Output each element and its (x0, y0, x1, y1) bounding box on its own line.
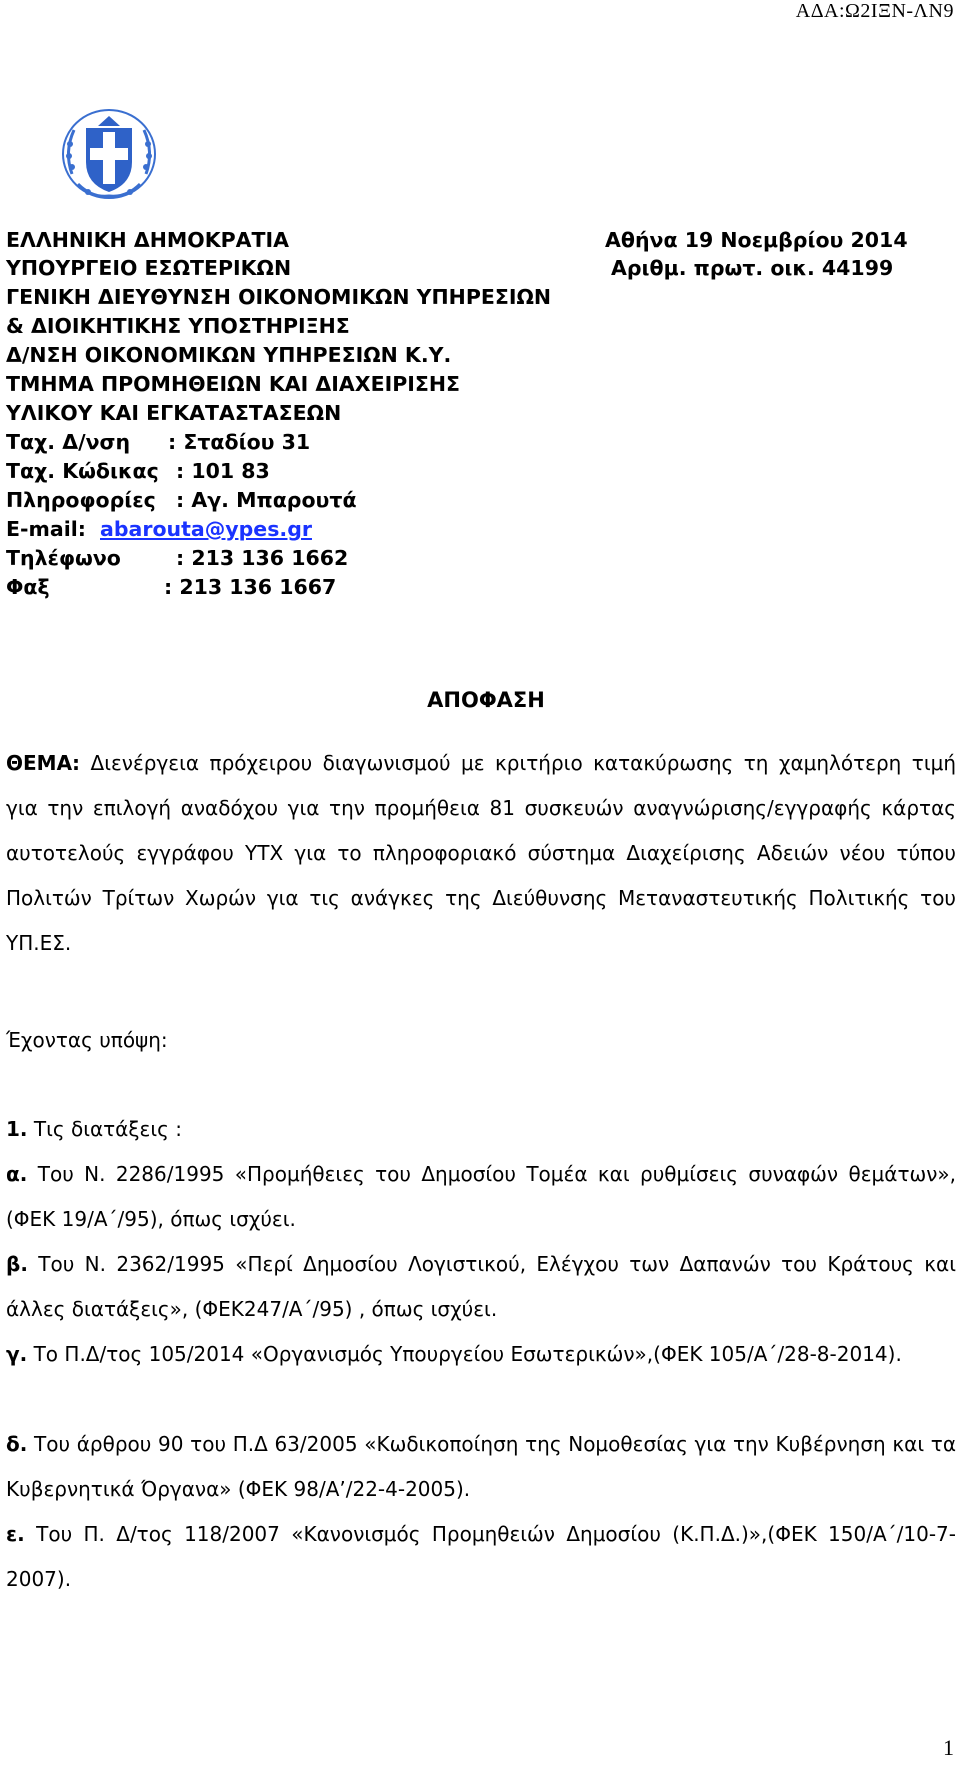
contact-address-label: Ταχ. Δ/νση (6, 430, 131, 454)
contact-info (6, 488, 357, 512)
contact-postcode (6, 459, 270, 483)
contact-info-value: : Αγ. Μπαρουτά (176, 488, 357, 512)
header-line-country: ΕΛΛΗΝΙΚΗ ΔΗΜΟΚΡΑΤΙΑ (6, 228, 289, 252)
section-1-number: 1. (6, 1117, 28, 1141)
item-beta-marker: β. (6, 1252, 28, 1276)
item-alpha-text: Του Ν. 2286/1995 «Προμήθειες του Δημοσίου Τομέα και ρυθμίσεις συναφών θεμάτων»,(ΦΕΚ 19/Α΄/95), όπως ισχύει. (6, 1162, 957, 1231)
item-gamma (6, 1332, 956, 1377)
header-line-general-directorate: ΓΕΝΙΚΗ ΔΙΕΥΘΥΝΣΗ ΟΙΚΟΝΟΜΙΚΩΝ ΥΠΗΡΕΣΙΩΝ (6, 285, 552, 309)
header-protocol-number: Αριθμ. πρωτ. οικ. 44199 (611, 256, 894, 280)
header-line-directorate: Δ/ΝΣΗ ΟΙΚΟΝΟΜΙΚΩΝ ΥΠΗΡΕΣΙΩΝ Κ.Υ. (6, 343, 452, 367)
contact-phone (6, 546, 348, 570)
item-delta-marker: δ. (6, 1432, 28, 1456)
contact-fax-value: : 213 136 1667 (164, 575, 337, 599)
document-title-text: ΑΠΟΦΑΣΗ (427, 688, 545, 712)
section-1-text: Τις διατάξεις : (33, 1117, 182, 1141)
item-gamma-marker: γ. (6, 1342, 28, 1366)
subject-text: Διενέργεια πρόχειρου διαγωνισμού με κριτήριο κατακύρωσης τη χαμηλότερη τιμή για την επιλογή αναδόχου για την προμήθεια 81 συσκευών αναγνώρισης/εγγραφής κάρτας αυτοτελούς εγγράφου ΥΤΧ για το πληροφοριακό σύστημα Διαχείρισης Αδειών νέου τύπου Πολιτών Τρίτων Χωρών για τις ανάγκες της Διεύθυνσης Μεταναστευτικής Πολιτικής του ΥΠ.ΕΣ. (6, 751, 957, 955)
item-gamma-text: Το Π.Δ/τος 105/2014 «Οργανισμός Υπουργείου Εσωτερικών»,(ΦΕΚ 105/Α΄/28-8-2014). (33, 1342, 902, 1366)
item-alpha-marker: α. (6, 1162, 28, 1186)
contact-email-link[interactable]: abarouta@ypes.gr (100, 517, 312, 541)
subject-label: ΘΕΜΑ: (6, 751, 81, 775)
item-beta (6, 1242, 956, 1332)
header-line-department-cont: ΥΛΙΚΟΥ ΚΑΙ ΕΓΚΑΤΑΣΤΑΣΕΩΝ (6, 401, 342, 425)
contact-phone-value: : 213 136 1662 (176, 546, 349, 570)
item-delta-text: Του άρθρου 90 του Π.Δ 63/2005 «Κωδικοποίηση της Νομοθεσίας για την Κυβέρνηση και τα Κυβερνητικά Όργανα» (ΦΕΚ 98/Α’/22-4-2005). (6, 1432, 956, 1501)
contact-info-label: Πληροφορίες (6, 488, 156, 512)
header-line-admin-support: & ΔΙΟΙΚΗΤΙΚΗΣ ΥΠΟΣΤΗΡΙΞΗΣ (6, 314, 350, 338)
contact-fax (6, 575, 336, 599)
contact-postcode-label: Ταχ. Κώδικας (6, 459, 159, 483)
subject-paragraph (6, 741, 956, 966)
header-line-department: ΤΜΗΜΑ ΠΡΟΜΗΘΕΙΩΝ ΚΑΙ ΔΙΑΧΕΙΡΙΣΗΣ (6, 372, 461, 396)
item-beta-text: Του Ν. 2362/1995 «Περί Δημοσίου Λογιστικού, Ελέγχου των Δαπανών του Κράτους και άλλες διατάξεις», (ΦΕΚ247/Α΄/95) , όπως ισχύει. (6, 1252, 957, 1321)
item-epsilon-text: Του Π. Δ/τος 118/2007 «Κανονισμός Προμηθειών Δημοσίου (Κ.Π.Δ.)»,(ΦΕΚ 150/Α΄/10-7-2007). (6, 1522, 956, 1591)
document-title (0, 688, 960, 712)
section-1 (6, 1107, 956, 1152)
header-line-ministry: ΥΠΟΥΡΓΕΙΟ ΕΣΩΤΕΡΙΚΩΝ (6, 256, 292, 280)
contact-phone-label: Τηλέφωνο (6, 546, 121, 570)
item-alpha (6, 1152, 956, 1242)
greek-coat-of-arms-emblem (58, 104, 160, 204)
contact-fax-label: Φαξ (6, 575, 50, 599)
considering-line: Έχοντας υπόψη: (6, 1028, 168, 1052)
item-delta (6, 1422, 956, 1512)
item-epsilon (6, 1512, 956, 1602)
header-date: Αθήνα 19 Νοεμβρίου 2014 (605, 228, 908, 252)
contact-email (6, 517, 312, 541)
contact-address (6, 430, 310, 454)
contact-address-value: : Σταδίου 31 (168, 430, 311, 454)
contact-email-label: E-mail: (6, 517, 86, 541)
ada-code: ΑΔΑ:Ω2ΙΞΝ-ΛΝ9 (795, 0, 954, 22)
contact-postcode-value: : 101 83 (176, 459, 270, 483)
page-number: 1 (943, 1735, 954, 1760)
item-epsilon-marker: ε. (6, 1522, 25, 1546)
